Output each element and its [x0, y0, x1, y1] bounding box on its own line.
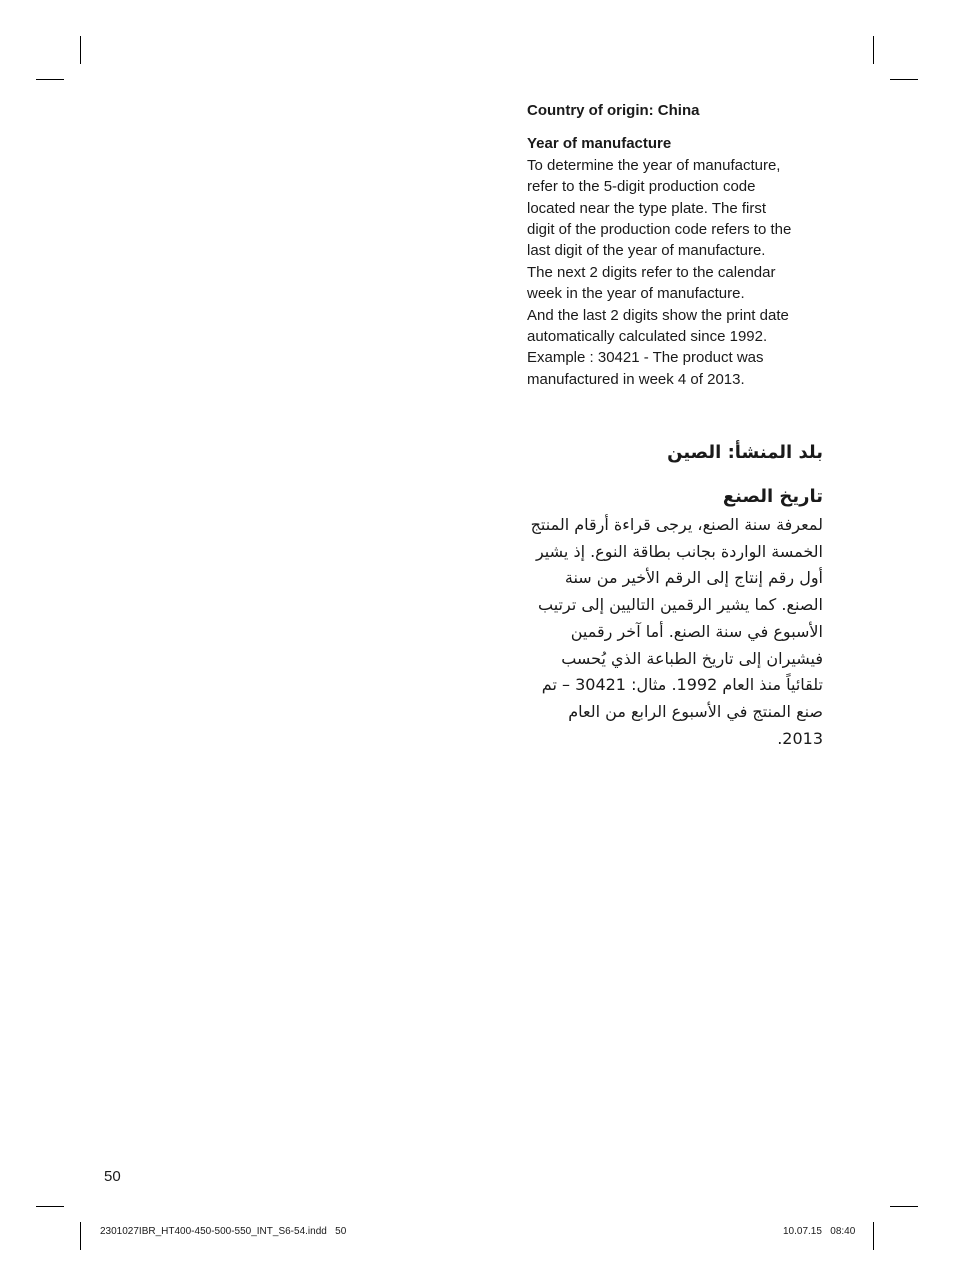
crop-mark-bottom-left-vertical — [80, 1222, 81, 1250]
body-line-ar: 2013. — [777, 728, 823, 748]
year-of-manufacture-heading-en: Year of manufacture — [527, 135, 672, 153]
footer-date-time: 10.07.15 08:40 — [783, 1226, 856, 1237]
country-of-origin-en: Country of origin: China — [527, 102, 700, 119]
body-line-en: To determine the year of manufacture, — [527, 156, 781, 174]
body-line-ar: فيشيران إلى تاريخ الطباعة الذي يُحسب — [561, 648, 823, 668]
body-line-en: manufactured in week 4 of 2013. — [527, 370, 745, 388]
body-line-ar: الخمسة الواردة بجانب بطاقة النوع. إذ يشير — [535, 541, 823, 561]
crop-mark-top-right-vertical — [873, 36, 874, 64]
crop-mark-top-left-horizontal — [36, 79, 64, 80]
crop-mark-bottom-left-horizontal — [36, 1206, 64, 1207]
body-line-en: automatically calculated since 1992. — [527, 328, 768, 346]
footer-file-name: 2301027IBR_HT400-450-500-550_INT_S6-54.indd 50 — [100, 1226, 347, 1237]
page-number: 50 — [104, 1168, 121, 1185]
crop-mark-top-right-horizontal — [890, 79, 918, 80]
body-line-en: refer to the 5-digit production code — [527, 178, 756, 196]
body-line-ar: الأسبوع في سنة الصنع. أما آخر رقمين — [570, 621, 823, 641]
year-of-manufacture-body-en — [527, 155, 837, 390]
body-line-en: Example : 30421 - The product was — [527, 349, 764, 367]
body-line-ar: أول رقم إنتاج إلى الرقم الأخير من سنة — [564, 568, 823, 588]
body-line-ar: لمعرفة سنة الصنع، يرجى قراءة أرقام المنتج — [530, 515, 823, 534]
country-of-origin-ar: بلد المنشأ: الصين — [667, 442, 823, 463]
crop-mark-top-left-vertical — [80, 36, 81, 64]
body-line-en: last digit of the year of manufacture. — [527, 242, 766, 260]
english-section — [527, 100, 837, 390]
body-line-en: And the last 2 digits show the print date — [527, 306, 789, 324]
body-line-ar: تلقائياً منذ العام 1992. مثال: 30421 – تم — [541, 675, 823, 695]
arabic-section — [523, 438, 823, 752]
body-line-en: The next 2 digits refer to the calendar — [527, 263, 776, 281]
crop-mark-bottom-right-horizontal — [890, 1206, 918, 1207]
body-line-en: week in the year of manufacture. — [527, 285, 745, 303]
body-line-ar: صنع المنتج في الأسبوع الرابع من العام — [568, 701, 823, 721]
year-of-manufacture-heading-ar: تاريخ الصنع — [722, 486, 823, 507]
body-line-en: digit of the production code refers to the — [527, 221, 792, 239]
body-line-ar: الصنع. كما يشير الرقمين التاليين إلى ترتيب — [538, 595, 823, 615]
year-of-manufacture-body-ar — [523, 512, 823, 752]
crop-mark-bottom-right-vertical — [873, 1222, 874, 1250]
body-line-en: located near the type plate. The first — [527, 199, 767, 217]
